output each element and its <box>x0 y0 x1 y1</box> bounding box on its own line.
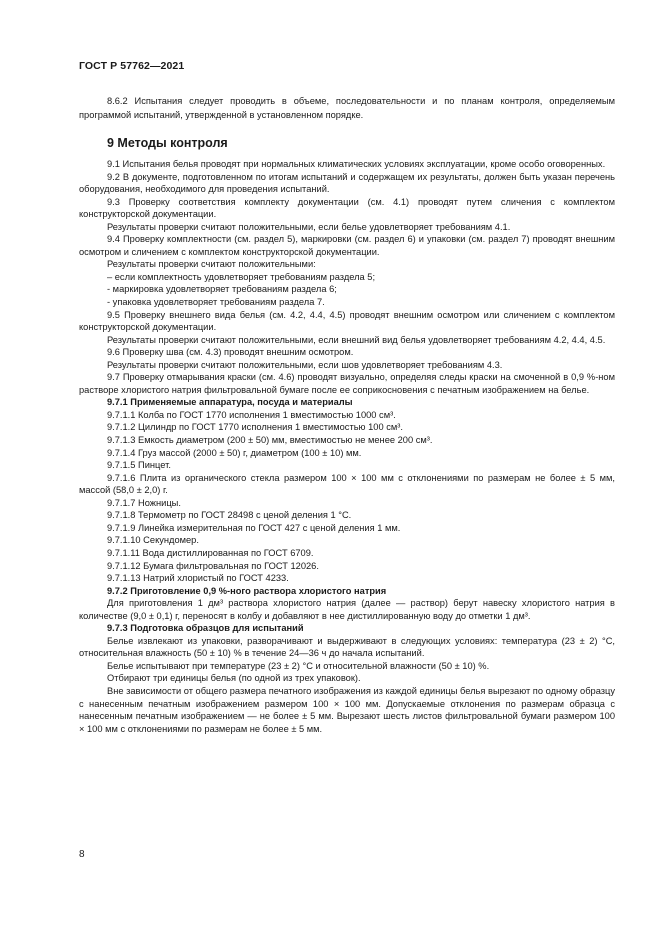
list-item: - упаковка удовлетворяет требованиям раздела 7. <box>107 297 325 308</box>
paragraph: 9.5 Проверку внешнего вида белья (см. 4.2, 4.4, 4.5) проводят внешним осмотром или сличением с комплектом конструкторской документации. <box>79 309 615 333</box>
paragraph: 9.7.1.12 Бумага фильтровальная по ГОСТ 12026. <box>107 560 319 571</box>
paragraph: Отбирают три единицы белья (по одной из трех упаковок). <box>107 673 361 684</box>
paragraph: Для приготовления 1 дм³ раствора хлористого натрия (далее — раствор) берут навеску хлористого натрия в количестве (9,0 ± 0,1) г, переносят в колбу и добавляют в нее дистиллированную воду до отметки 1 дм³. <box>79 598 615 621</box>
paragraph: 9.7.1.4 Груз массой (2000 ± 50) г, диаметром (100 ± 10) мм. <box>107 447 362 458</box>
list-item: – если комплектность удовлетворяет требованиям раздела 5; <box>107 271 376 282</box>
paragraph: 9.7.1.9 Линейка измерительная по ГОСТ 427 с ценой деления 1 мм. <box>107 522 401 533</box>
paragraph: 9.7.1.7 Ножницы. <box>107 497 181 508</box>
subsection-heading: 9.7.2 Приготовление 0,9 %-ного раствора хлористого натрия <box>107 585 387 596</box>
intro-paragraph: 8.6.2 Испытания следует проводить в объеме, последовательности и по планам контроля, определяемым программой испытаний, утвержденной в установленном порядке. <box>79 96 615 120</box>
paragraph: Результаты проверки считают положительными: <box>107 259 316 270</box>
paragraph: Результаты проверки считают положительными, если шов удовлетворяет требованиям 4.3. <box>107 359 503 370</box>
paragraph: 9.7.1.1 Колба по ГОСТ 1770 исполнения 1 вместимостью 1000 см³. <box>107 409 396 420</box>
page-number: 8 <box>79 849 85 860</box>
document-code: ГОСТ Р 57762—2021 <box>79 60 185 72</box>
paragraph: Белье извлекают из упаковки, разворачивают и выдерживают в следующих условиях: температура (23 ± 2) °С, относительная влажность (50 ± 10) % в течение 24—36 ч до начала испытаний. <box>79 635 615 659</box>
paragraph: 9.4 Проверку комплектности (см. раздел 5), маркировки (см. раздел 6) и упаковки (см. раздел 7) проводят внешним осмотром и сличением с комплектом конструкторской документации. <box>79 234 615 257</box>
paragraph: 9.7.1.8 Термометр по ГОСТ 28498 с ценой деления 1 °С. <box>107 510 352 521</box>
subsection-heading: 9.7.3 Подготовка образцов для испытаний <box>107 623 304 634</box>
section-title: 9 Методы контроля <box>107 136 228 150</box>
paragraph: 9.7.1.3 Емкость диаметром (200 ± 50) мм, вместимостью не менее 200 см³. <box>107 435 433 446</box>
paragraph: 9.7.1.6 Плита из органического стекла размером 100 × 100 мм с отклонениями по размерам не более ± 5 мм, массой (58,0 ± 2,0) г. <box>79 472 615 496</box>
paragraph: 9.3 Проверку соответствия комплекту документации (см. 4.1) проводят путем сличения с комплектом конструкторской документации. <box>79 196 615 220</box>
section-body <box>79 158 615 735</box>
paragraph: 9.2 В документе, подготовленном по итогам испытаний и содержащем их результаты, должен быть указан перечень оборудования, необходимого для проведения испытаний. <box>79 171 615 195</box>
paragraph: 9.7.1.10 Секундомер. <box>107 535 199 546</box>
paragraph: 9.6 Проверку шва (см. 4.3) проводят внешним осмотром. <box>107 347 354 358</box>
paragraph: Результаты проверки считают положительными, если внешний вид белья удовлетворяет требованиям 4.2, 4.4, 4.5. <box>107 334 606 345</box>
paragraph: Вне зависимости от общего размера печатного изображения из каждой единицы белья вырезают по одному образцу с нанесенным печатным изображением размером 100 × 100 мм. Допускаемые отклонения по размерам образца с нанесенным печатным изображением — не более ± 5 мм. Вырезают шесть листов фильтровальной бумаги размером 100 × 100 мм с отклонениями по размерам не более ± 5 мм. <box>79 685 615 734</box>
paragraph: Белье испытывают при температуре (23 ± 2) °С и относительной влажности (50 ± 10) %. <box>107 660 490 671</box>
paragraph: 9.7 Проверку отмарывания краски (см. 4.6) проводят визуально, определяя следы краски на смоченной в 0,9 %-ном растворе хлористого натрия фильтровальной бумаге после ее соприкосновения с печатным изображением на белье. <box>79 372 615 395</box>
paragraph: Результаты проверки считают положительными, если белье удовлетворяет требованиям 4.1. <box>107 221 511 232</box>
paragraph: 9.7.1.2 Цилиндр по ГОСТ 1770 исполнения 1 вместимостью 100 см³. <box>107 422 403 433</box>
paragraph: 9.7.1.13 Натрий хлористый по ГОСТ 4233. <box>107 573 289 584</box>
subsection-heading: 9.7.1 Применяемые аппаратура, посуда и материалы <box>107 397 353 408</box>
paragraph: 9.1 Испытания белья проводят при нормальных климатических условиях эксплуатации, кроме особо оговоренных. <box>107 159 606 169</box>
paragraph: 9.7.1.5 Пинцет. <box>107 460 171 471</box>
list-item: - маркировка удовлетворяет требованиям раздела 6; <box>107 284 337 295</box>
paragraph: 9.7.1.11 Вода дистиллированная по ГОСТ 6709. <box>107 547 314 558</box>
